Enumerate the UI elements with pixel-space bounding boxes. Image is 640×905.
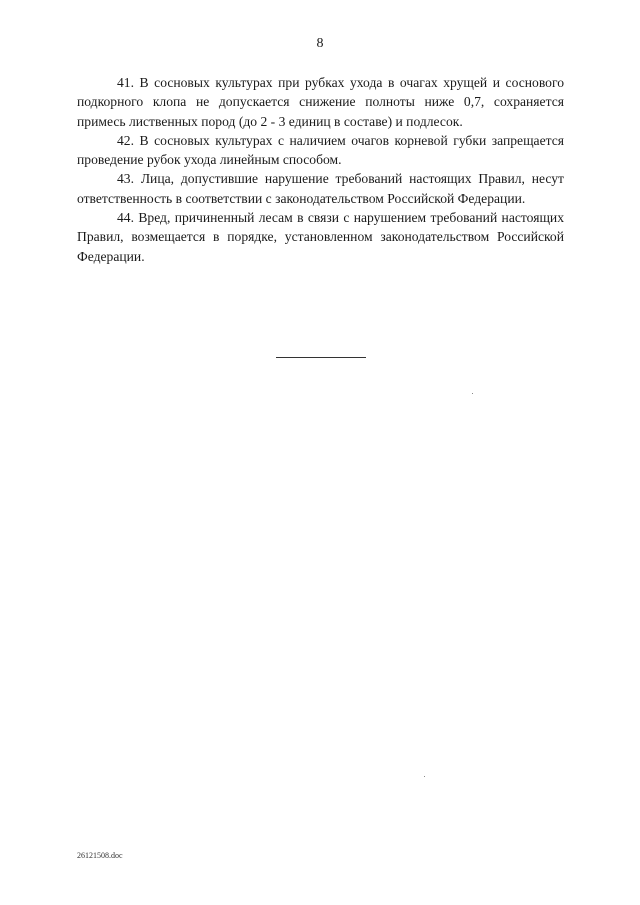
paragraph-43: 43. Лица, допустившие нарушение требований настоящих Правил, несут ответственность в соответствии с законодательством Российской Федерации.	[77, 171, 564, 206]
scan-speck	[424, 776, 425, 777]
page-number: 8	[316, 36, 324, 51]
document-code: 26121508.doc	[77, 851, 123, 860]
paragraph-41: 41. В сосновых культурах при рубках ухода в очагах хрущей и соснового подкорного клопа не допускается снижение полноты ниже 0,7, сохраняется примесь лиственных пород (до 2 - 3 единиц в составе) и подлесок.	[77, 75, 564, 129]
paragraph-44: 44. Вред, причиненный лесам в связи с нарушением требований настоящих Правил, возмещается в порядке, установленном законодательством Российской Федерации.	[77, 210, 564, 264]
document-body	[77, 73, 564, 266]
end-separator-line	[276, 357, 366, 358]
paragraph-42: 42. В сосновых культурах с наличием очагов корневой губки запрещается проведение рубок ухода линейным способом.	[77, 132, 564, 168]
scan-speck	[472, 393, 473, 394]
